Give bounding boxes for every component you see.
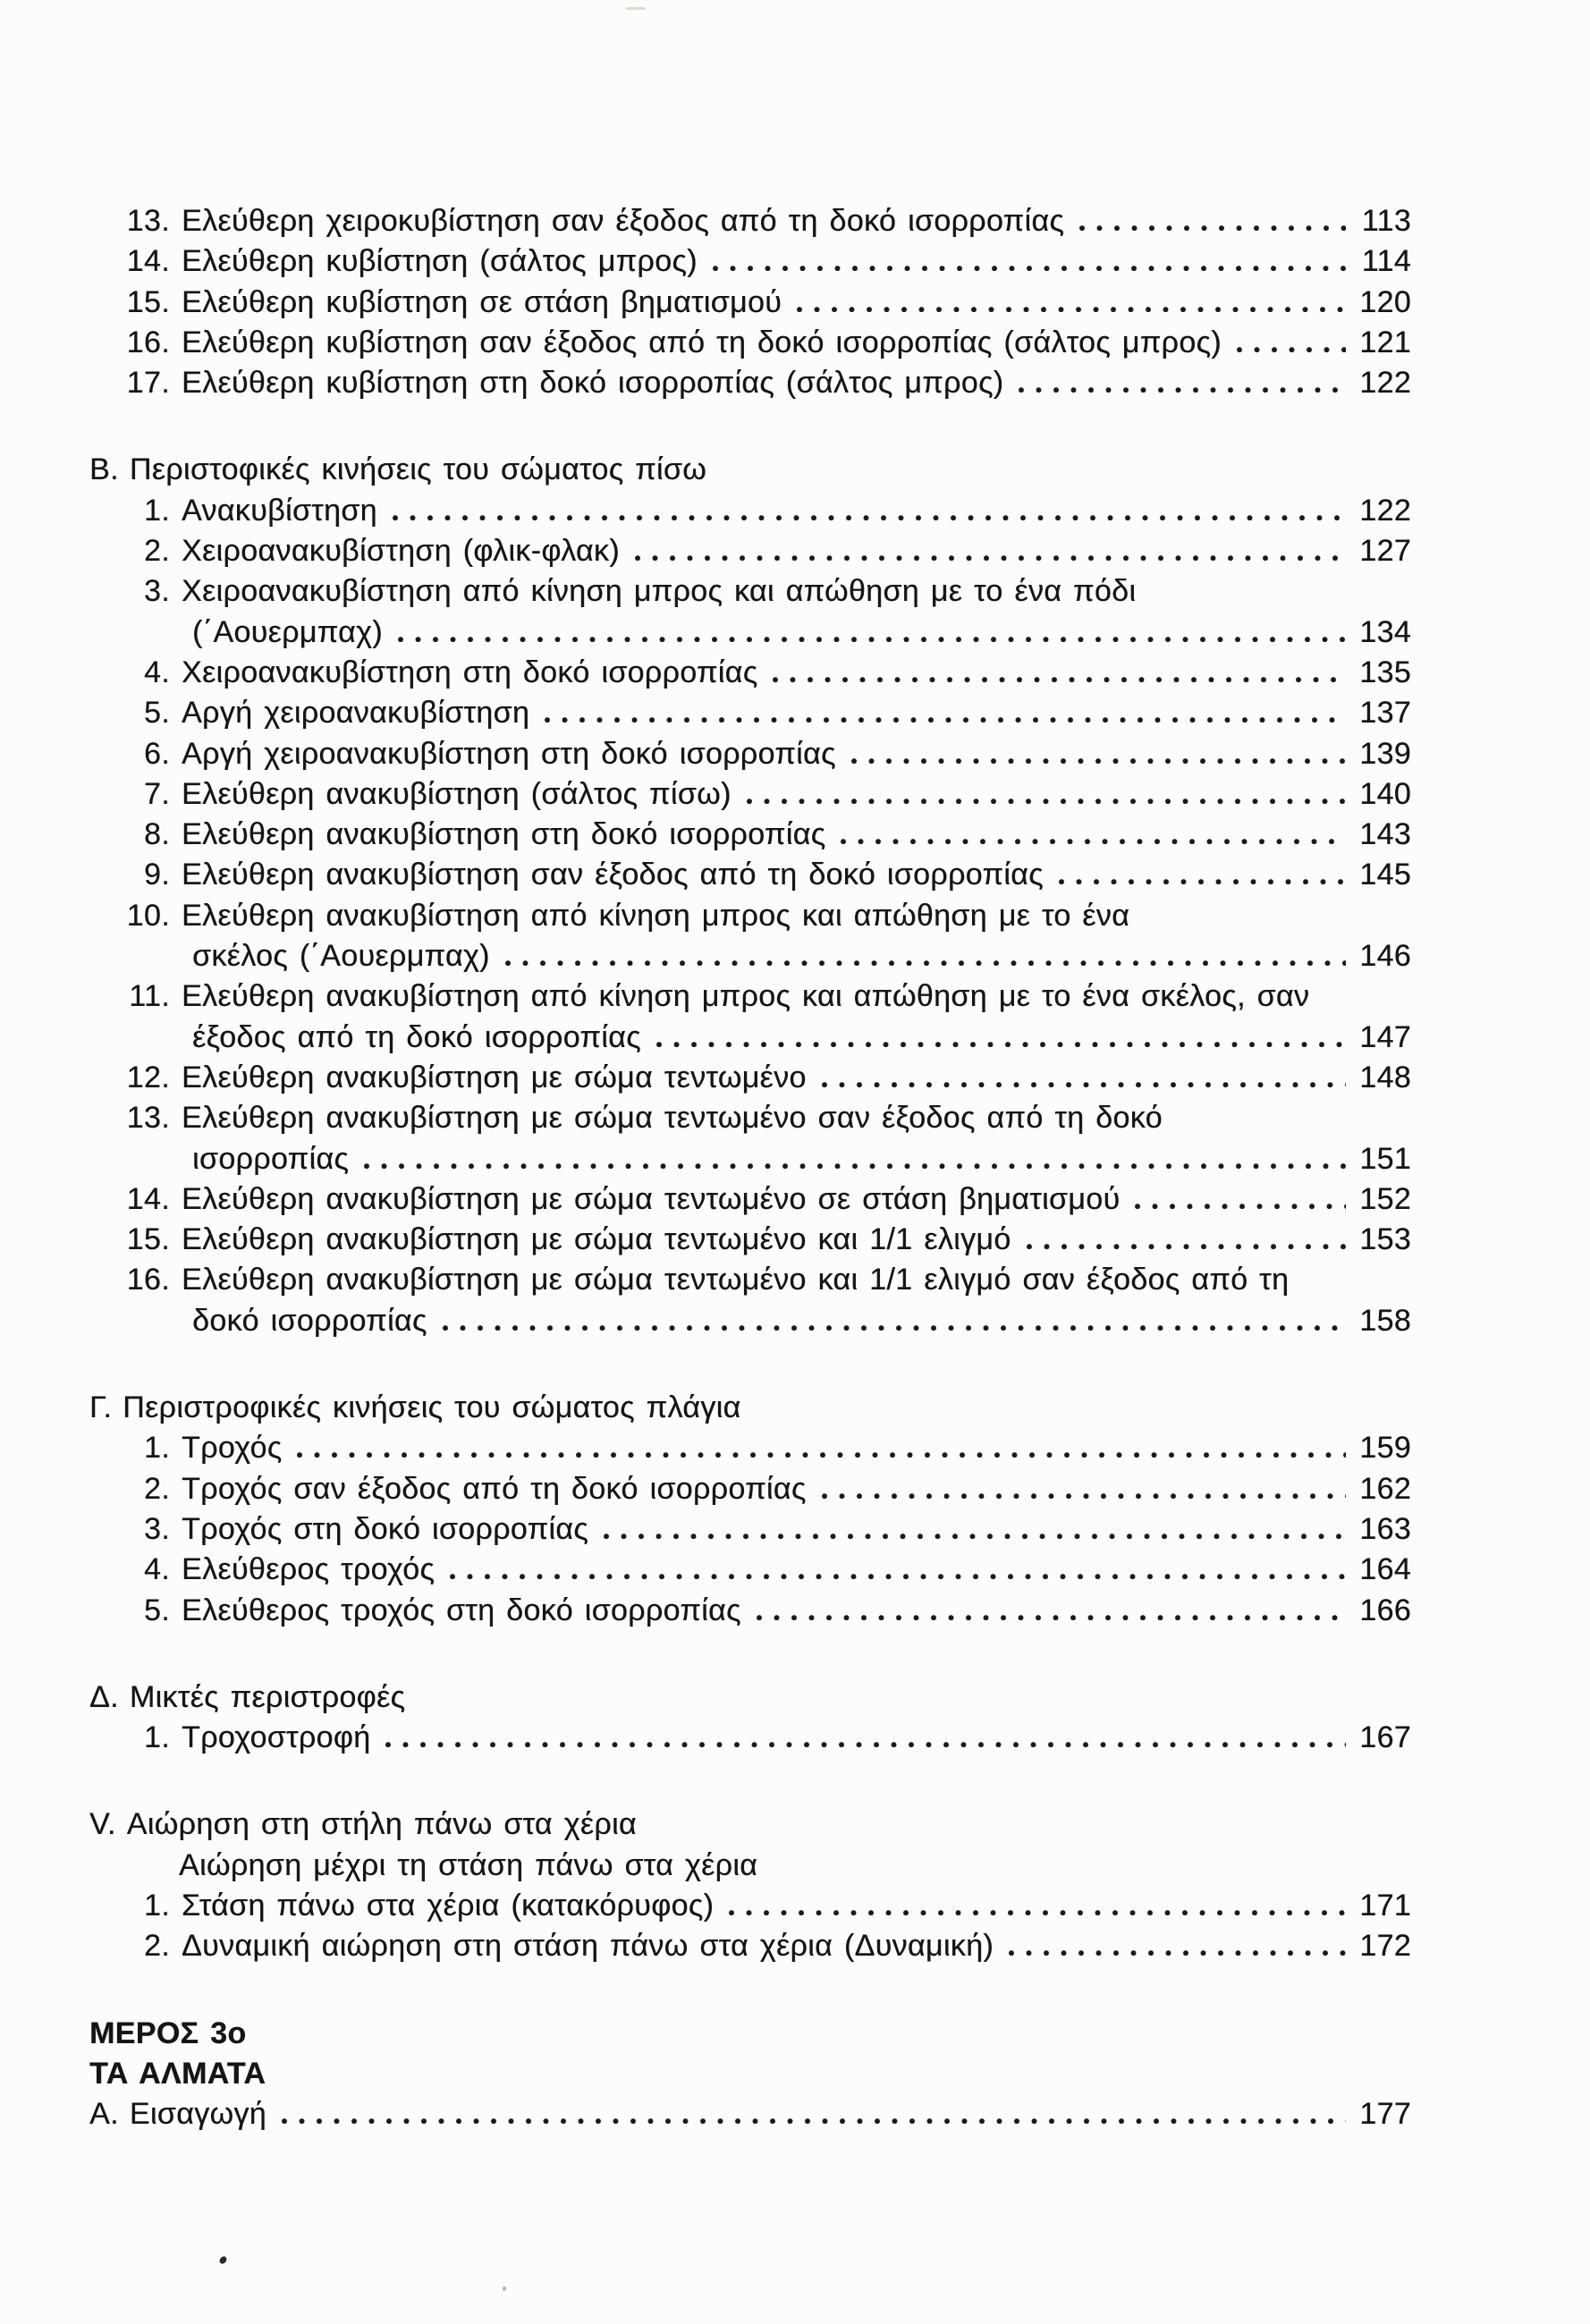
scan-speck xyxy=(626,7,646,10)
item-number: 2. xyxy=(143,1471,170,1506)
toc-row-item xyxy=(89,1550,1411,1590)
item-number: 5. xyxy=(143,696,170,731)
scan-speck xyxy=(503,2286,506,2291)
page-number: 167 xyxy=(1359,1720,1411,1755)
dot-leader xyxy=(746,797,1346,804)
item-number: 16. xyxy=(126,1263,170,1297)
page-number: 114 xyxy=(1361,244,1411,279)
item-number: 12. xyxy=(126,1060,170,1094)
entry-title: Ελεύθερη ανακυβίστηση στη δοκό ισορροπίας xyxy=(182,817,826,852)
toc-row-item xyxy=(89,241,1411,282)
toc-row-item xyxy=(89,1428,1411,1468)
dot-leader xyxy=(1078,224,1346,231)
page-number: 139 xyxy=(1359,736,1411,771)
dot-leader xyxy=(1134,1202,1346,1209)
item-number: 3. xyxy=(143,574,170,609)
toc-row-section xyxy=(89,450,1411,490)
item-number: 1. xyxy=(143,1431,170,1466)
toc-row-part xyxy=(89,2054,1411,2094)
item-number: 4. xyxy=(143,655,170,689)
entry-title: Ελεύθερη ανακυβίστηση (σάλτος πίσω) xyxy=(182,776,732,811)
entry-title: Ελεύθερη κυβίστηση σαν έξοδος από τη δοκό ισορροπίας (σάλτος μπρος) xyxy=(182,325,1222,359)
item-number: 4. xyxy=(143,1552,170,1587)
entry-title: Ελεύθερη κυβίστηση στη δοκό ισορροπίας (σάλτος μπρος) xyxy=(182,366,1004,401)
page-number: 137 xyxy=(1359,696,1411,731)
entry-title: Ελεύθερη κυβίστηση σε στάση βηματισμού xyxy=(182,284,782,319)
page-number: 148 xyxy=(1359,1060,1411,1094)
toc-row-item xyxy=(89,613,1411,653)
entry-title: δοκό ισορροπίας xyxy=(192,1303,427,1338)
page-number: 147 xyxy=(1359,1019,1411,1054)
entry-title: Ελεύθερη ανακυβίστηση από κίνηση μπρος και απώθηση με το ένα xyxy=(182,898,1130,933)
part-title: ΜΕΡΟΣ 3ο xyxy=(89,2016,247,2050)
scan-speck xyxy=(218,2255,228,2265)
entry-title: Ελεύθερη ανακυβίστηση με σώμα τεντωμένο σαν έξοδος από τη δοκό xyxy=(182,1101,1163,1136)
entry-title: Ελεύθερος τροχός xyxy=(182,1552,436,1587)
entry-title: Αιώρηση στη στήλη πάνω στα χέρια xyxy=(126,1807,637,1842)
page-number: 163 xyxy=(1359,1511,1411,1546)
entry-title: Ελεύθερη ανακυβίστηση σαν έξοδος από τη δοκό ισορροπίας xyxy=(182,858,1044,892)
dot-leader xyxy=(850,756,1346,764)
dot-leader xyxy=(442,1323,1346,1331)
dot-leader xyxy=(655,1040,1346,1047)
section-gap xyxy=(89,1967,1411,2014)
entry-title: Ελεύθερη ανακυβίστηση με σώμα τεντωμένο xyxy=(182,1060,807,1094)
toc-row-item xyxy=(89,1018,1411,1058)
item-number: 16. xyxy=(126,325,170,359)
dot-leader xyxy=(712,264,1346,271)
section-letter: V. xyxy=(89,1807,116,1842)
toc-row-item xyxy=(89,1509,1411,1550)
item-number: 2. xyxy=(143,534,170,569)
toc-row-item xyxy=(89,653,1411,693)
dot-leader xyxy=(1026,1242,1346,1249)
section-gap xyxy=(89,1341,1411,1388)
page-number: 162 xyxy=(1359,1471,1411,1506)
toc-row-item xyxy=(89,1220,1411,1260)
entry-title: ισορροπίας xyxy=(192,1141,350,1176)
item-number: 15. xyxy=(126,1222,170,1257)
toc-row-item xyxy=(89,1098,1411,1138)
item-number: 10. xyxy=(126,898,170,933)
page-number: 159 xyxy=(1359,1431,1411,1466)
item-number: 13. xyxy=(126,1101,170,1136)
dot-leader xyxy=(728,1908,1346,1915)
toc-row-item xyxy=(89,1926,1411,1966)
entry-title: Μικτές περιστροφές xyxy=(129,1679,406,1714)
dot-leader xyxy=(392,513,1346,520)
toc-row-item xyxy=(89,1469,1411,1509)
entry-title: Χειροανακυβίστηση στη δοκό ισορροπίας xyxy=(182,655,758,689)
toc-row-item xyxy=(89,774,1411,815)
entry-title: Περιστοφικές κινήσεις του σώματος πίσω xyxy=(129,452,707,487)
dot-leader xyxy=(385,1740,1346,1747)
item-number: 5. xyxy=(143,1593,170,1627)
page-number: 153 xyxy=(1359,1222,1411,1257)
toc-row-item xyxy=(89,363,1411,403)
entry-title: Δυναμική αιώρηση στη στάση πάνω στα χέρια (Δυναμική) xyxy=(182,1929,994,1964)
toc-row-item xyxy=(89,531,1411,571)
entry-title: Χειροανακυβίστηση από κίνηση μπρος και απώθηση με το ένα πόδι xyxy=(182,574,1137,609)
page-number: 140 xyxy=(1359,776,1411,811)
page-number: 120 xyxy=(1359,284,1411,319)
page-number: 122 xyxy=(1359,366,1411,401)
dot-leader xyxy=(397,635,1346,642)
dot-leader xyxy=(840,837,1346,844)
item-number: 11. xyxy=(129,979,170,1014)
page-number: 143 xyxy=(1359,817,1411,852)
entry-title: Ελεύθερη ανακυβίστηση από κίνηση μπρος και απώθηση με το ένα σκέλος, σαν xyxy=(182,979,1310,1014)
toc-row-item xyxy=(89,1886,1411,1926)
dot-leader xyxy=(504,959,1346,966)
dot-leader xyxy=(821,1492,1346,1499)
dot-leader xyxy=(821,1080,1346,1087)
entry-title: Αιώρηση μέχρι τη στάση πάνω στα χέρια xyxy=(179,1847,758,1882)
dot-leader xyxy=(796,305,1346,312)
item-number: 1. xyxy=(143,493,170,528)
toc-row-item xyxy=(89,976,1411,1017)
toc-row-section xyxy=(89,1804,1411,1845)
toc xyxy=(89,201,1411,2134)
item-number: 14. xyxy=(126,1181,170,1216)
entry-title: Αργή χειροανακυβίστηση στη δοκό ισορροπίας xyxy=(182,736,836,771)
dot-leader xyxy=(756,1613,1346,1620)
entry-title: Ελεύθερη χειροκυβίστηση σαν έξοδος από τη δοκό ισορροπίας xyxy=(182,204,1065,238)
dot-leader xyxy=(363,1162,1346,1169)
toc-row-item xyxy=(89,1301,1411,1341)
page-number: 145 xyxy=(1359,858,1411,892)
dot-leader xyxy=(296,1450,1346,1458)
page-number: 146 xyxy=(1359,939,1411,974)
item-number: 2. xyxy=(143,1929,170,1964)
entry-title: Εισαγωγή xyxy=(129,2097,266,2132)
entry-title: έξοδος από τη δοκό ισορροπίας xyxy=(192,1019,641,1054)
item-number: 1. xyxy=(143,1720,170,1755)
toc-row-item xyxy=(89,1718,1411,1758)
item-number: 3. xyxy=(143,1511,170,1546)
section-gap xyxy=(89,1631,1411,1678)
dot-leader xyxy=(281,2117,1346,2124)
item-number: 7. xyxy=(143,776,170,811)
toc-row-item xyxy=(89,283,1411,323)
page-number: 166 xyxy=(1359,1593,1411,1627)
entry-title: Ελεύθερη ανακυβίστηση με σώμα τεντωμένο και 1/1 ελιγμό xyxy=(182,1222,1011,1257)
section-gap xyxy=(89,403,1411,450)
page-number: 158 xyxy=(1359,1303,1411,1338)
page-number: 151 xyxy=(1359,1141,1411,1176)
item-number: 9. xyxy=(143,858,170,892)
page-number: 172 xyxy=(1359,1929,1411,1964)
page-number: 122 xyxy=(1359,493,1411,528)
entry-title: Ελεύθερη ανακυβίστηση με σώμα τεντωμένο σε στάση βηματισμού xyxy=(182,1181,1121,1216)
dot-leader xyxy=(1018,385,1346,393)
page-number: 171 xyxy=(1359,1888,1411,1923)
item-number: 14. xyxy=(126,244,170,279)
section-letter: Δ. xyxy=(89,1679,119,1714)
dot-leader xyxy=(1008,1948,1346,1956)
dot-leader xyxy=(449,1572,1346,1579)
dot-leader xyxy=(772,675,1346,682)
toc-row-item xyxy=(89,1260,1411,1300)
toc-row-item xyxy=(89,1591,1411,1631)
toc-row-note xyxy=(89,1846,1411,1886)
entry-title: Τροχός σαν έξοδος από τη δοκό ισορροπίας xyxy=(182,1471,807,1506)
dot-leader xyxy=(603,1532,1346,1539)
toc-row-item xyxy=(89,491,1411,531)
toc-row-item xyxy=(89,1058,1411,1098)
section-gap xyxy=(89,1758,1411,1804)
dot-leader xyxy=(1058,877,1346,884)
item-number: 6. xyxy=(143,736,170,771)
entry-title: Ελεύθερη ανακυβίστηση με σώμα τεντωμένο και 1/1 ελιγμό σαν έξοδος από τη xyxy=(182,1263,1290,1297)
page-number: 164 xyxy=(1359,1552,1411,1587)
toc-row-item xyxy=(89,693,1411,733)
page-number: 177 xyxy=(1359,2097,1411,2132)
toc-row-item xyxy=(89,571,1411,612)
entry-title: Χειροανακυβίστηση (φλικ-φλακ) xyxy=(182,534,620,569)
entry-title: (΄Αουερμπαχ) xyxy=(192,614,383,649)
toc-row-part xyxy=(89,2014,1411,2054)
item-number: 1. xyxy=(143,1888,170,1923)
dot-leader xyxy=(544,715,1346,723)
toc-row-item xyxy=(89,201,1411,241)
toc-row-item xyxy=(89,896,1411,936)
toc-row-section xyxy=(89,1678,1411,1718)
toc-row-section xyxy=(89,1388,1411,1428)
toc-row-item xyxy=(89,323,1411,363)
toc-row-item xyxy=(89,1179,1411,1220)
toc-row-item xyxy=(89,855,1411,895)
dot-leader xyxy=(634,554,1346,561)
entry-title: Ελεύθερη κυβίστηση (σάλτος μπρος) xyxy=(182,244,698,279)
entry-title: Ελεύθερος τροχός στη δοκό ισορροπίας xyxy=(182,1593,741,1627)
page-number: 113 xyxy=(1361,204,1411,238)
toc-row-item xyxy=(89,936,1411,976)
toc-row-item xyxy=(89,1139,1411,1179)
item-number: 13. xyxy=(126,204,170,238)
dot-leader xyxy=(1236,345,1346,352)
entry-title: Αργή χειροανακυβίστηση xyxy=(182,696,530,731)
entry-title: Τροχός xyxy=(182,1431,283,1466)
page-number: 121 xyxy=(1359,325,1411,359)
item-number: 15. xyxy=(126,284,170,319)
toc-row-section xyxy=(89,2094,1411,2134)
item-number: 8. xyxy=(143,817,170,852)
page-number: 152 xyxy=(1359,1181,1411,1216)
page-number: 134 xyxy=(1359,614,1411,649)
entry-title: Περιστροφικές κινήσεις του σώματος πλάγια xyxy=(123,1390,741,1425)
part-title: ΤΑ ΑΛΜΑΤΑ xyxy=(89,2056,266,2091)
page-number: 127 xyxy=(1359,534,1411,569)
section-letter: Β. xyxy=(89,452,119,487)
entry-title: Ανακυβίστηση xyxy=(182,493,377,528)
entry-title: Στάση πάνω στα χέρια (κατακόρυφος) xyxy=(182,1888,715,1923)
toc-row-item xyxy=(89,734,1411,774)
item-number: 17. xyxy=(126,366,170,401)
page-number: 135 xyxy=(1359,655,1411,689)
section-letter: Α. xyxy=(89,2097,119,2132)
entry-title: σκέλος (΄Αουερμπαχ) xyxy=(192,939,490,974)
toc-row-item xyxy=(89,815,1411,855)
section-letter: Γ. xyxy=(89,1390,113,1425)
entry-title: Τροχοστροφή xyxy=(182,1720,371,1755)
entry-title: Τροχός στη δοκό ισορροπίας xyxy=(182,1511,589,1546)
